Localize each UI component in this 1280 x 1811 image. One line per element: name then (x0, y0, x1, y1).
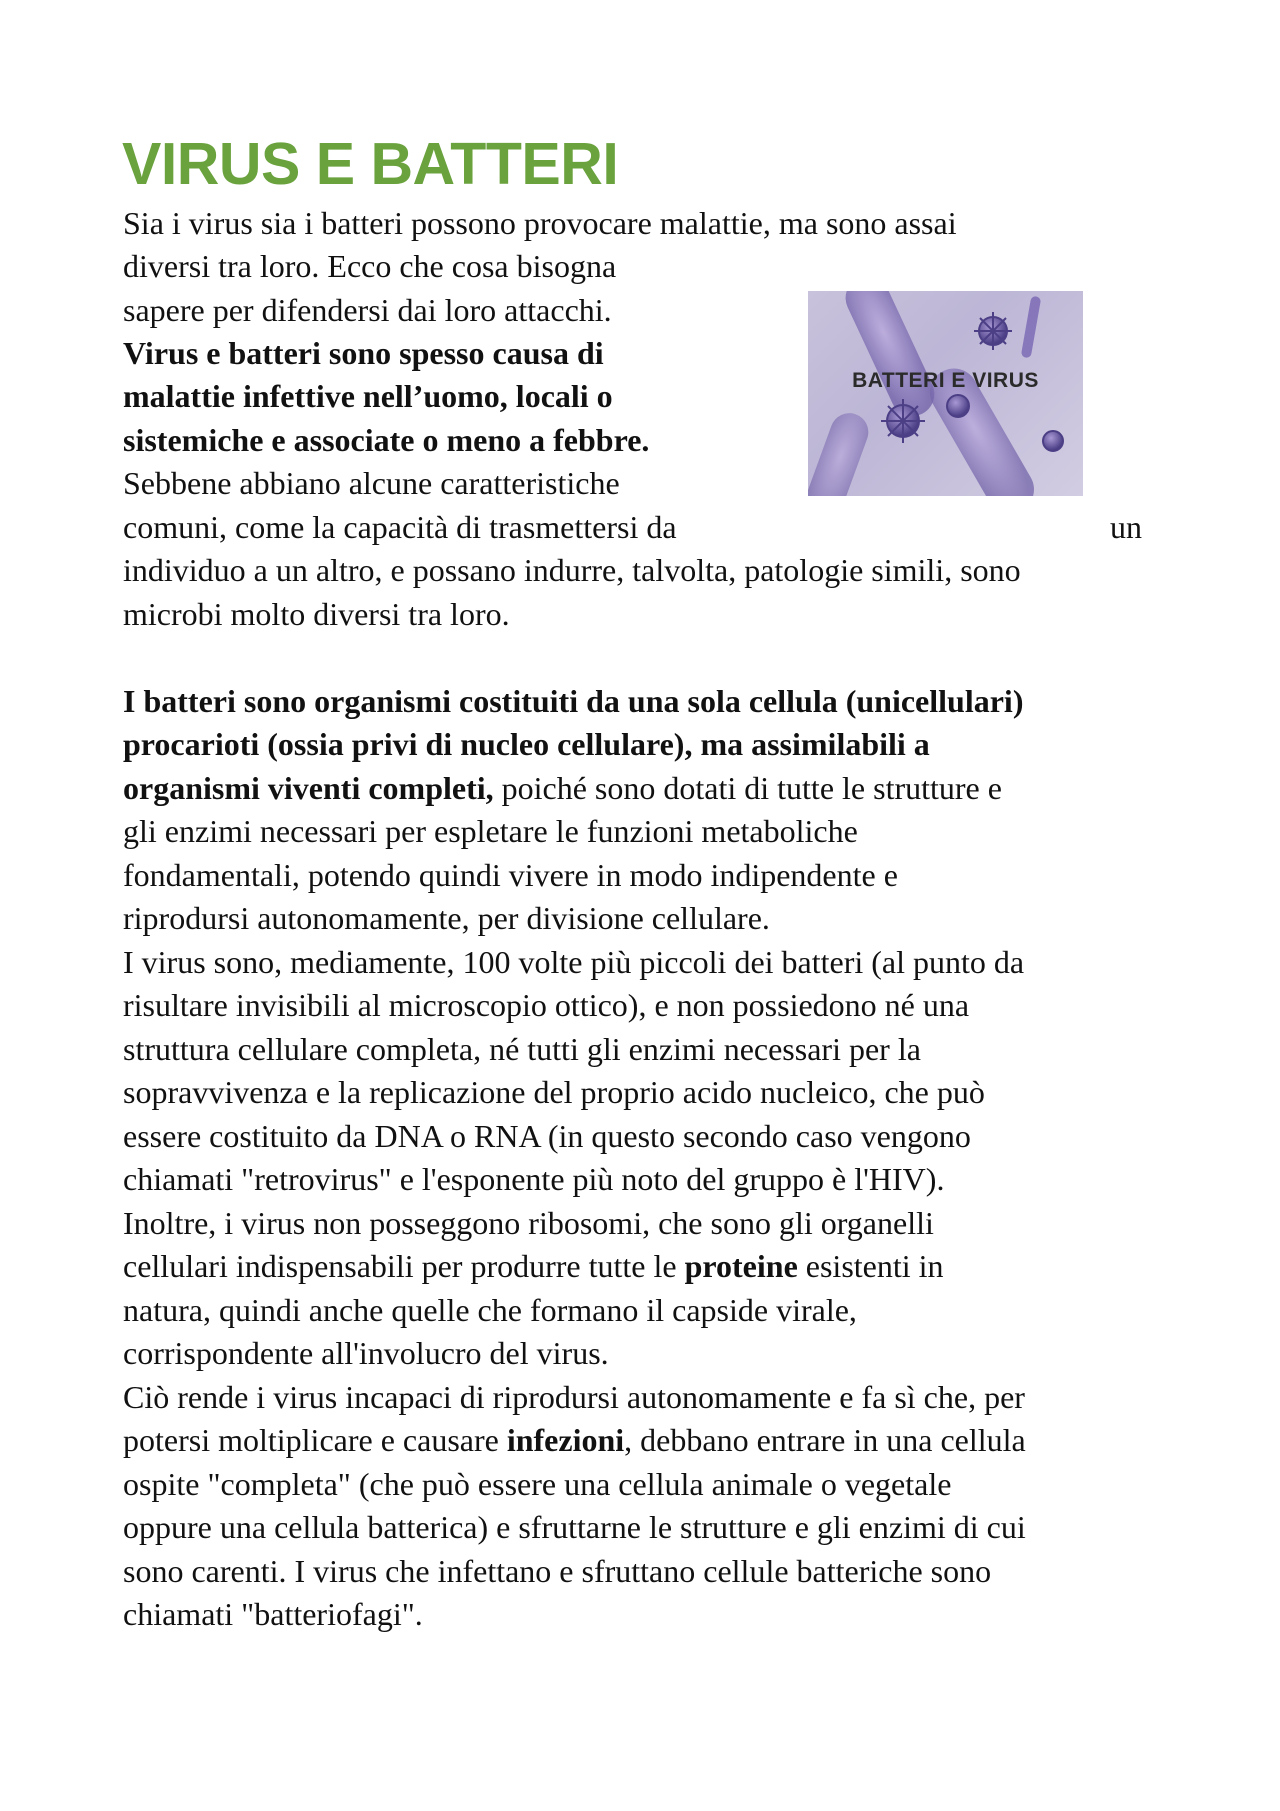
text-line: fondamentali, potendo quindi vivere in modo indipendente e (123, 857, 898, 893)
text-line-bold: I batteri sono organismi costituiti da una sola cellula (unicellulari) (123, 683, 1024, 719)
text-span: , debbano entrare in una cellula (624, 1422, 1026, 1458)
text-line: comuni, come la capacità di trasmettersi da (123, 509, 677, 545)
text-line: chiamati "batteriofagi". (123, 1596, 423, 1632)
text-line: Inoltre, i virus non posseggono ribosomi, che sono gli organelli (123, 1205, 934, 1241)
text-line-bold: sistemiche e associate o meno a febbre. (123, 422, 650, 458)
text-line (123, 1420, 1026, 1460)
text-line: oppure una cellula batterica) e sfruttarne le strutture e gli enzimi di cui (123, 1509, 1026, 1545)
text-line (123, 1246, 944, 1286)
bold-span: infezioni (506, 1422, 625, 1458)
text-span: esistenti in (797, 1248, 944, 1284)
text-line: ospite "completa" (che può essere una cellula animale o vegetale (123, 1466, 952, 1502)
text-line: diversi tra loro. Ecco che cosa bisogna (123, 248, 617, 284)
text-line: chiamati "retrovirus" e l'esponente più noto del gruppo è l'HIV). (123, 1161, 945, 1197)
text-line: I virus sono, mediamente, 100 volte più piccoli dei batteri (al punto da (123, 944, 1025, 980)
text-line: sapere per difendersi dai loro attacchi. (123, 292, 612, 328)
text-line: Sebbene abbiano alcune caratteristiche (123, 465, 620, 501)
text-line: microbi molto diversi tra loro. (123, 596, 510, 632)
text-line: sono carenti. I virus che infettano e sfruttano cellule batteriche sono (123, 1553, 992, 1589)
bold-span: organismi viventi completi, (123, 770, 494, 806)
text-line-fragment: un (1110, 509, 1142, 545)
text-span: cellulari indispensabili per produrre tutte le (123, 1248, 685, 1284)
text-line: risultare invisibili al microscopio ottico), e non possiedono né una (123, 987, 970, 1023)
text-line-bold: Virus e batteri sono spesso causa di (123, 335, 604, 371)
page-title: VIRUS E BATTERI (122, 131, 619, 197)
text-line: essere costituito da DNA o RNA (in questo secondo caso vengono (123, 1118, 971, 1154)
text-line: gli enzimi necessari per espletare le funzioni metaboliche (123, 813, 858, 849)
text-line-bold: procarioti (ossia privi di nucleo cellulare), ma assimilabili a (123, 726, 930, 762)
text-line: Ciò rende i virus incapaci di riprodursi autonomamente e fa sì che, per (123, 1379, 1025, 1415)
text-line: riprodursi autonomamente, per divisione cellulare. (123, 900, 770, 936)
text-line: Sia i virus sia i batteri possono provocare malattie, ma sono assai (123, 205, 957, 241)
text-line: corrispondente all'involucro del virus. (123, 1335, 609, 1371)
text-line: sopravvivenza e la replicazione del proprio acido nucleico, che può (123, 1074, 985, 1110)
text-line: struttura cellulare completa, né tutti gli enzimi necessari per la (123, 1031, 921, 1067)
text-line: individuo a un altro, e possano indurre, talvolta, patologie simili, sono (123, 552, 1021, 588)
text-span: potersi moltiplicare e causare (123, 1422, 507, 1458)
image-caption: BATTERI E VIRUS (852, 369, 1039, 392)
text-line-bold: malattie infettive nell’uomo, locali o (123, 378, 613, 414)
text-line (123, 768, 1002, 808)
microbe-illustration (808, 291, 1083, 496)
bacteria-virus-image (808, 291, 1083, 496)
text-span: poiché sono dotati di tutte le strutture e (493, 770, 1002, 806)
text-line: natura, quindi anche quelle che formano il capside virale, (123, 1292, 857, 1328)
bold-span: proteine (684, 1248, 798, 1284)
